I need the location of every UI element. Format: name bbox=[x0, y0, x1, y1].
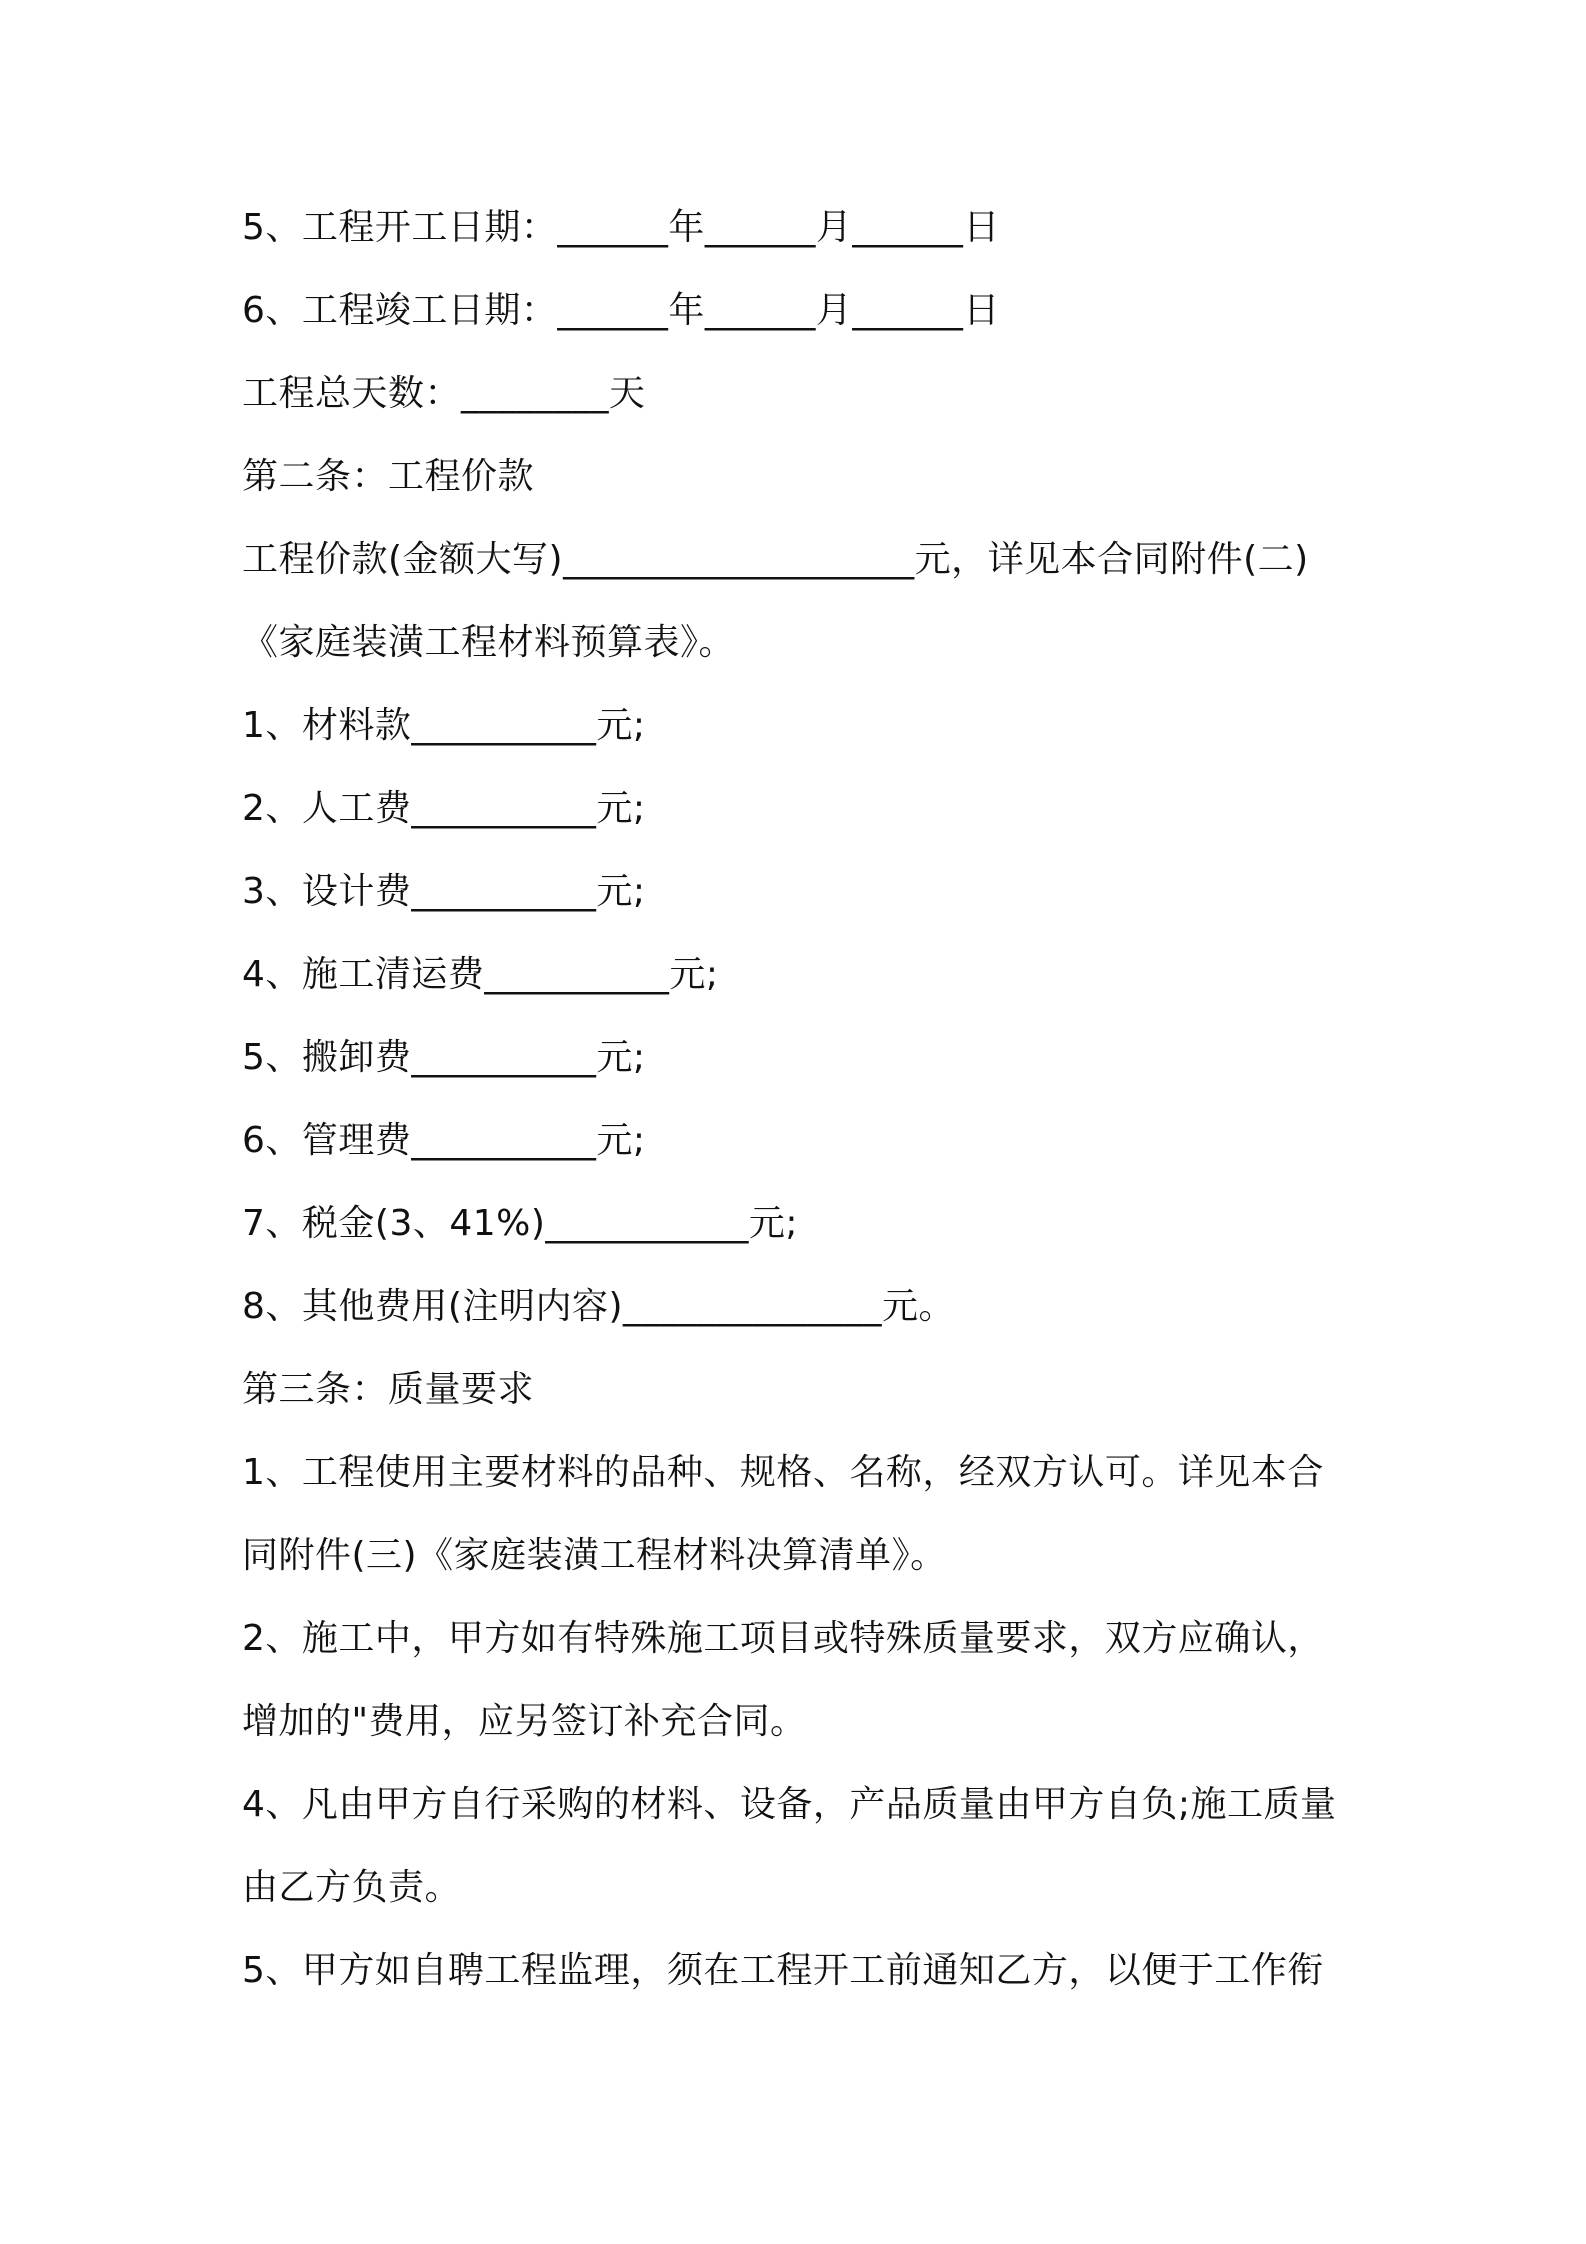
article-3-heading: 第三条：质量要求 bbox=[242, 1369, 535, 1410]
project-price-line-continued: 《家庭装潢工程材料预算表》。 bbox=[242, 622, 736, 663]
quality-item-2: 2、施工中，甲方如有特殊施工项目或特殊质量要求，双方应确认， bbox=[242, 1618, 1324, 1659]
fee-item-design: 3、设计费__________元; bbox=[242, 871, 646, 912]
quality-item-1-continued: 同附件(三)《家庭装潢工程材料决算清单》。 bbox=[242, 1535, 947, 1576]
clause-total-days: 工程总天数：________天 bbox=[242, 373, 646, 414]
quality-item-2-continued: 增加的"费用，应另签订补充合同。 bbox=[242, 1701, 807, 1742]
fee-item-labor: 2、人工费__________元; bbox=[242, 788, 646, 829]
fee-item-cleanup: 4、施工清运费__________元; bbox=[242, 954, 719, 995]
quality-item-1: 1、工程使用主要材料的品种、规格、名称，经双方认可。详见本合 bbox=[242, 1452, 1324, 1493]
article-2-heading: 第二条：工程价款 bbox=[242, 456, 535, 497]
clause-start-date: 5、工程开工日期：______年______月______日 bbox=[242, 207, 1000, 248]
project-price-line: 工程价款(金额大写)___________________元，详见本合同附件(二) bbox=[242, 539, 1309, 580]
fee-item-other: 8、其他费用(注明内容)______________元。 bbox=[242, 1286, 955, 1327]
fee-item-handling: 5、搬卸费__________元; bbox=[242, 1037, 646, 1078]
fee-item-materials: 1、材料款__________元; bbox=[242, 705, 646, 746]
fee-item-tax: 7、税金(3、41%)___________元; bbox=[242, 1203, 799, 1244]
fee-item-management: 6、管理费__________元; bbox=[242, 1120, 646, 1161]
clause-completion-date: 6、工程竣工日期：______年______月______日 bbox=[242, 290, 1000, 331]
quality-item-4: 4、凡由甲方自行采购的材料、设备，产品质量由甲方自负;施工质量 bbox=[242, 1784, 1337, 1825]
quality-item-4-continued: 由乙方负责。 bbox=[242, 1867, 462, 1908]
quality-item-5: 5、甲方如自聘工程监理，须在工程开工前通知乙方，以便于工作衔 bbox=[242, 1950, 1324, 1991]
